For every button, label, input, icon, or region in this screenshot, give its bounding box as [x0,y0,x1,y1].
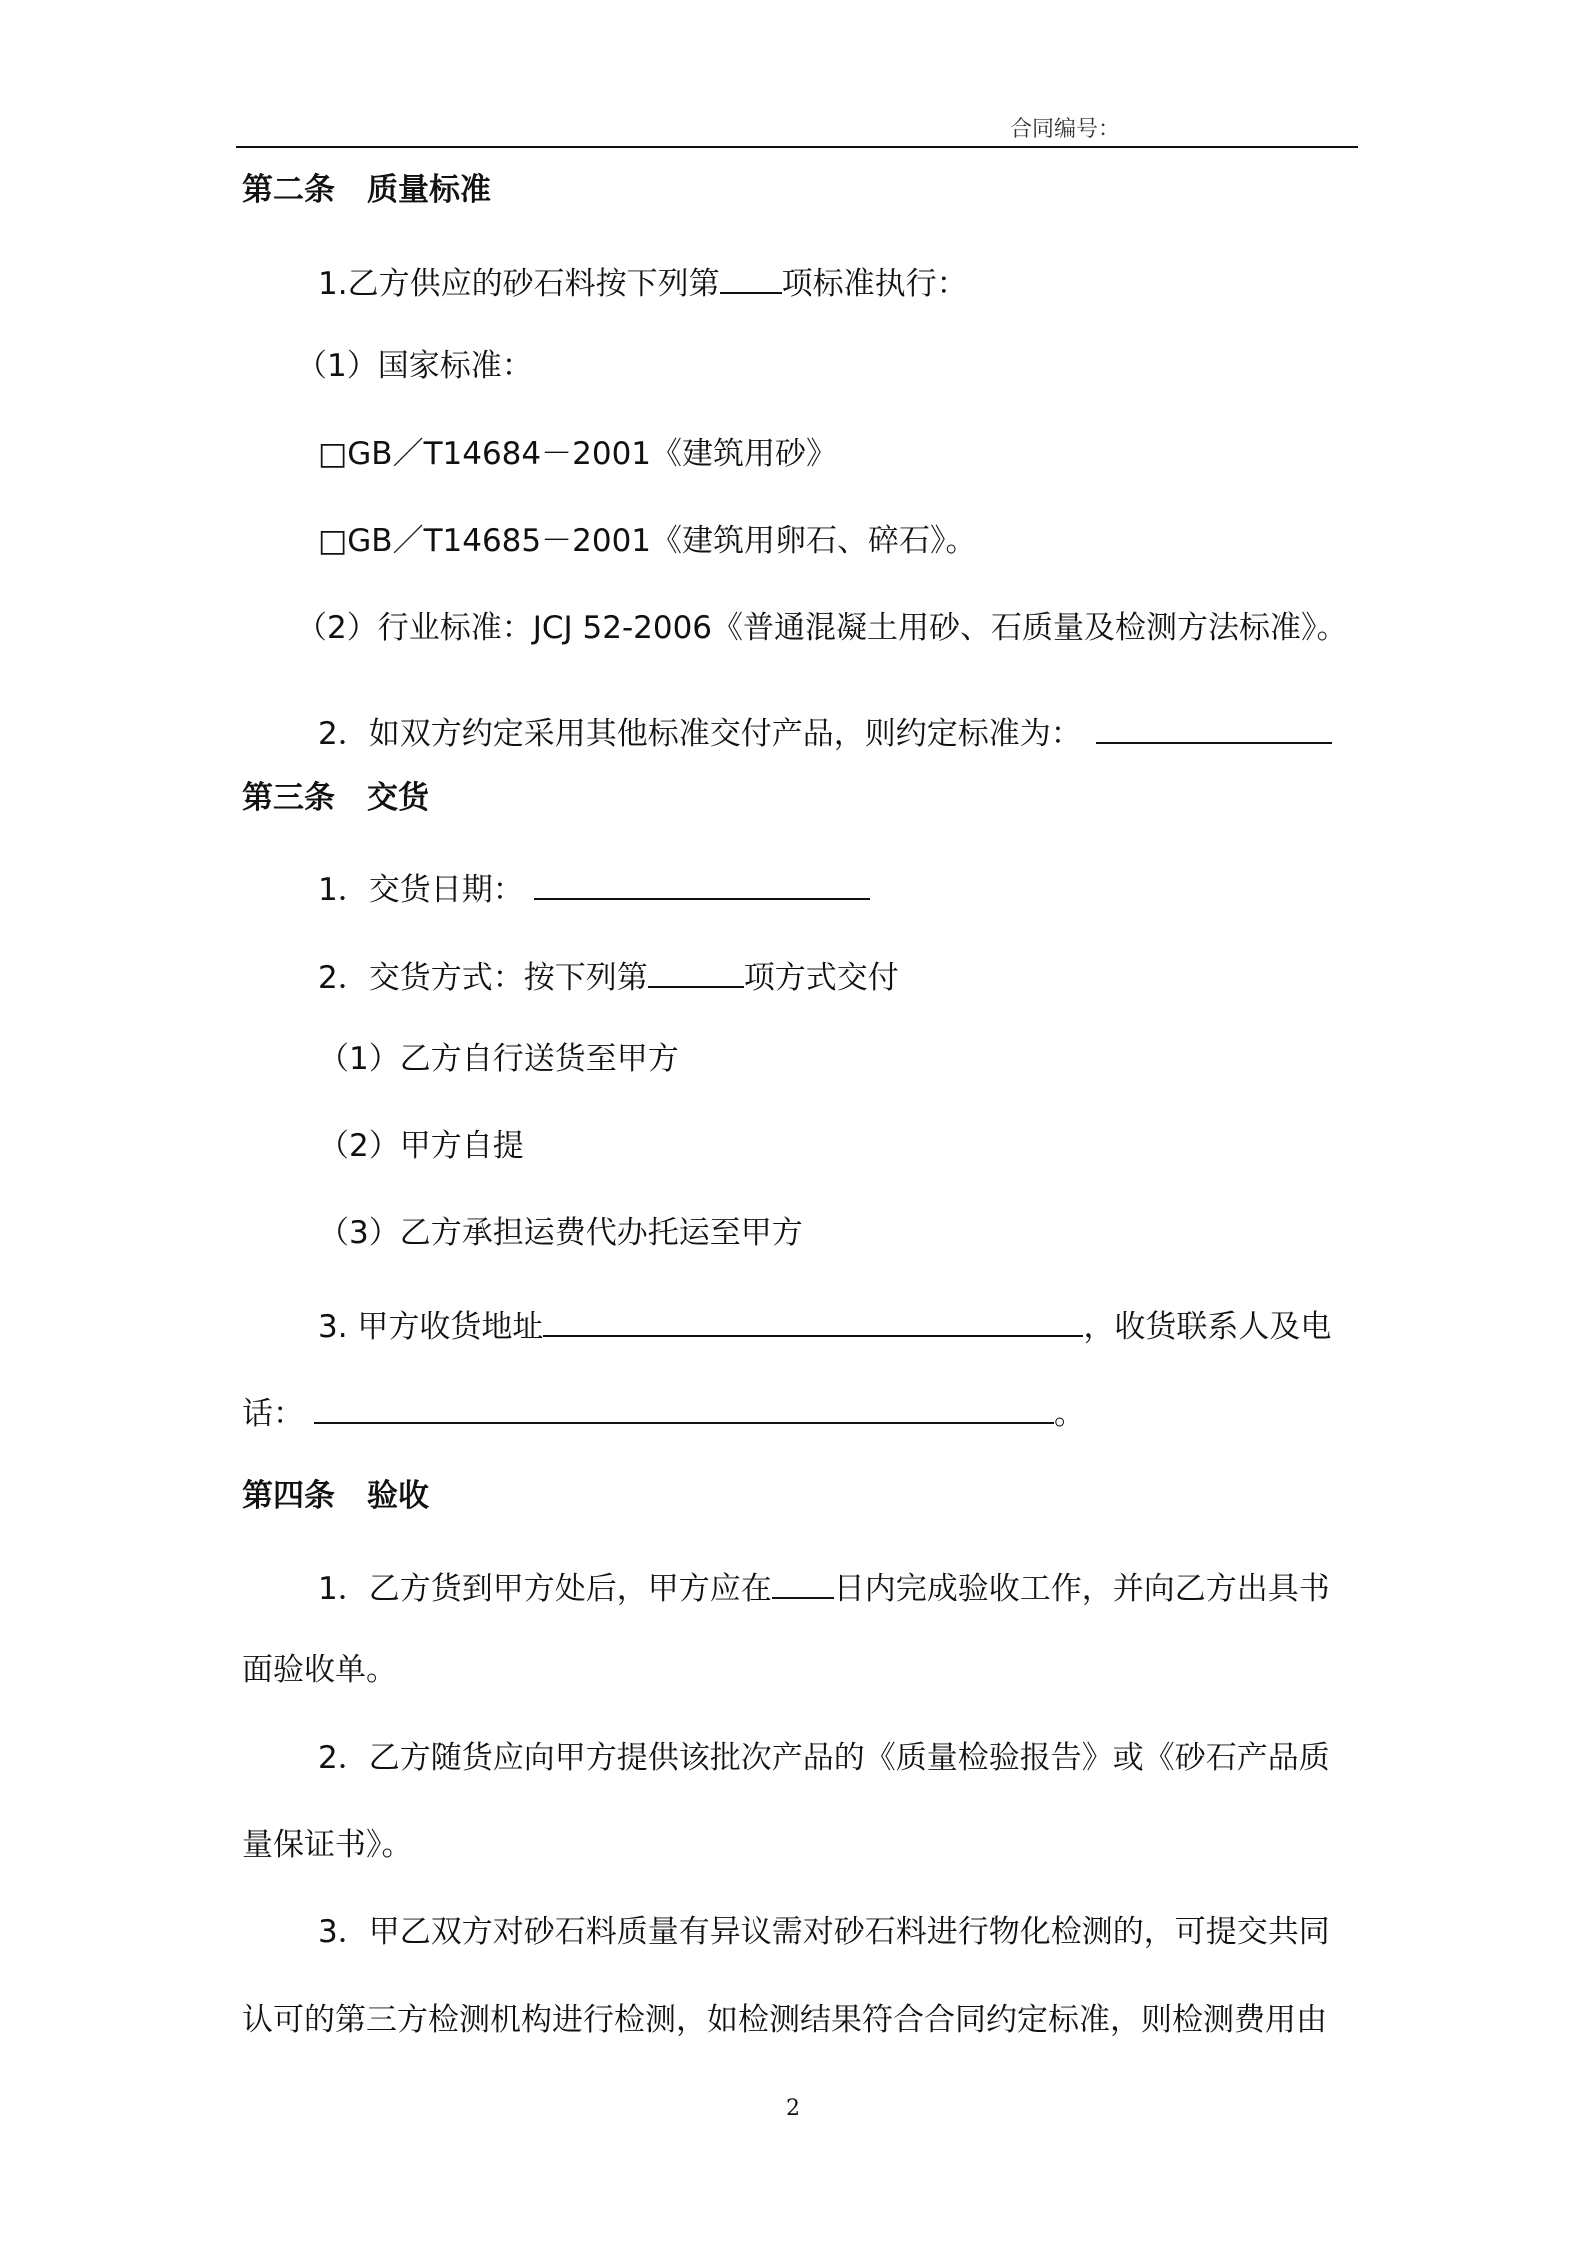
article-4-title: 验收 [367,1478,429,1514]
clause-text: 话： [242,1396,304,1432]
clause-text: 日内完成验收工作，并向乙方出具书 [833,1571,1330,1607]
clause-text: 。 [1054,1396,1085,1432]
delivery-date-blank[interactable] [534,864,870,900]
clause-text: 1．交货日期： [318,872,524,908]
clause-text: 项标准执行： [781,266,968,302]
header-rule [236,146,1358,148]
article-4-number: 第四条 [242,1478,335,1514]
article-2-clause-1 [318,258,968,304]
receiving-address-line [318,1301,1331,1347]
acceptance-days-blank[interactable] [772,1563,834,1599]
article-2-heading [242,170,491,210]
clause-text: ，收货联系人及电 [1083,1309,1332,1345]
acceptance-clause-2: 2．乙方随货应向甲方提供该批次产品的《质量检验报告》或《砂石产品质 [318,1740,1330,1776]
delivery-date-line [318,864,870,910]
delivery-method-line [318,952,899,998]
clause-text: 项方式交付 [743,960,899,996]
article-3-number: 第三条 [242,780,335,816]
standard-option-sand[interactable]: □GB／T14684－2001《建筑用砂》 [318,436,838,472]
contact-phone-blank[interactable] [314,1388,1054,1424]
page-number: 2 [786,2096,800,2121]
industry-standard-label: （2）行业标准：JCJ 52-2006《普通混凝土用砂、石质量及检测方法标准》。 [296,610,1348,646]
agreed-standard-blank[interactable] [1096,708,1332,744]
delivery-option-2: （2）甲方自提 [318,1128,524,1164]
clause-text: 3. 甲方收货地址 [318,1309,544,1345]
receiving-address-blank[interactable] [543,1301,1083,1337]
standard-choice-blank[interactable] [720,258,782,294]
delivery-option-3: （3）乙方承担运费代办托运至甲方 [318,1215,803,1251]
national-standard-label: （1）国家标准： [296,348,533,384]
contact-phone-line [242,1388,1085,1434]
acceptance-clause-3: 3．甲乙双方对砂石料质量有异议需对砂石料进行物化检测的，可提交共同 [318,1914,1330,1950]
article-3-heading [242,778,429,818]
article-2-title: 质量标准 [367,172,491,208]
clause-text: 2．交货方式：按下列第 [318,960,648,996]
clause-text: 2．如双方约定采用其他标准交付产品，则约定标准为： [318,716,1082,752]
acceptance-clause-2-cont: 量保证书》。 [242,1827,413,1863]
clause-text: 1．乙方货到甲方处后，甲方应在 [318,1571,772,1607]
delivery-method-blank[interactable] [648,952,744,988]
standard-option-gravel[interactable]: □GB／T14685－2001《建筑用卵石、碎石》。 [318,523,977,559]
acceptance-clause-1 [318,1563,1330,1609]
article-2-number: 第二条 [242,172,335,208]
contract-number-label: 合同编号： [1010,117,1121,142]
article-4-heading [242,1476,429,1516]
article-3-title: 交货 [367,780,429,816]
article-2-clause-2 [318,708,1332,754]
acceptance-clause-1-cont: 面验收单。 [242,1652,397,1688]
delivery-option-1: （1）乙方自行送货至甲方 [318,1041,679,1077]
acceptance-clause-3-cont: 认可的第三方检测机构进行检测，如检测结果符合合同约定标准，则检测费用由 [242,2002,1327,2038]
clause-text: 1.乙方供应的砂石料按下列第 [318,266,720,302]
